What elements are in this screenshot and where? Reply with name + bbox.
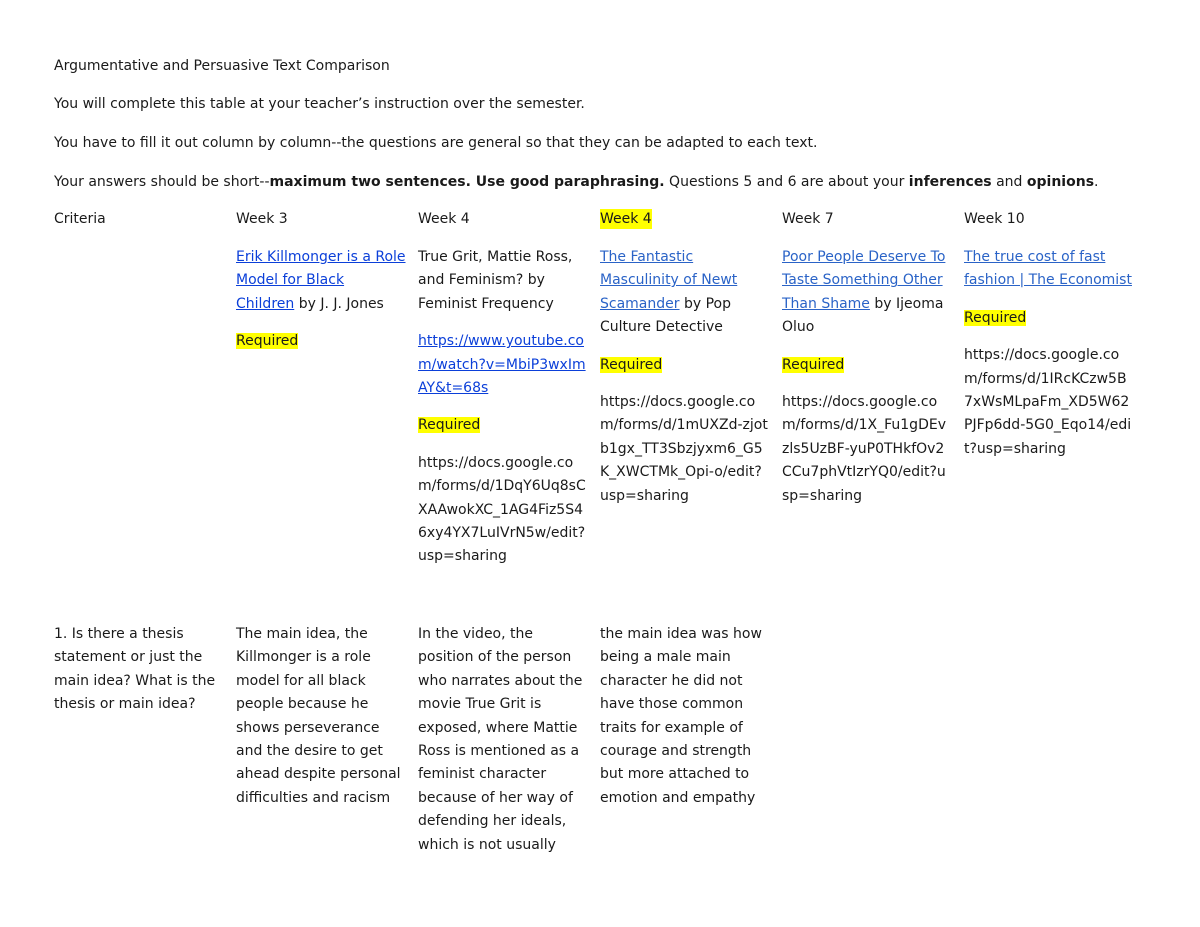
week-7-required-badge: Required bbox=[782, 356, 845, 373]
week-7-author: by Ijeoma Oluo bbox=[782, 295, 944, 336]
week-3-article-link[interactable]: Erik Killmonger is a Role Model for Black Children bbox=[236, 249, 406, 312]
document-body bbox=[54, 56, 1154, 211]
week-3-text-cell bbox=[236, 246, 406, 368]
week-4-required-badge: Required bbox=[418, 417, 481, 434]
header-week-3 bbox=[236, 209, 404, 229]
week-7-article-link[interactable]: Poor People Deserve To Taste Something Other Than Shame bbox=[782, 249, 946, 312]
instruction-3-part-g: . bbox=[1094, 174, 1099, 190]
instruction-1: You will complete this table at your teacher’s instruction over the semester. bbox=[54, 96, 585, 112]
question-1-week-4-answer: In the video, the position of the person who narrates about the movie True Grit is exposed, where Mattie Ross is mentioned as a feminist character because of her way of defending her ideals, which is not usually bbox=[418, 626, 583, 853]
header-week-10-label: Week 10 bbox=[964, 211, 1025, 227]
question-1-week-3-answer: The main idea, the Killmonger is a role model for all black people because he shows perseverance and the desire to get ahead despite personal difficulties and racism bbox=[236, 626, 401, 806]
week-3-author: by J. J. Jones bbox=[294, 295, 384, 312]
week-10-text-cell bbox=[964, 246, 1134, 475]
week-4-form-url: https://docs.google.com/forms/d/1DqY6Uq8sCXAAwokXC_1AG4Fiz5S46xy4YX7LuIVrN5w/edit?usp=sharing bbox=[418, 454, 586, 565]
week-4b-author: by Pop Culture Detective bbox=[600, 295, 731, 336]
week-10-required-badge: Required bbox=[964, 309, 1027, 326]
header-criteria-label: Criteria bbox=[54, 211, 106, 227]
week-10-form-url: https://docs.google.com/forms/d/1IRcKCzw5B7xWsMLpaFm_XD5W62PJFp6dd-5G0_Eqo14/edit?usp=sharing bbox=[964, 347, 1132, 457]
instruction-3-part-e: and bbox=[991, 174, 1027, 190]
header-criteria bbox=[54, 209, 222, 229]
instruction-3-bold-opinions: opinions bbox=[1026, 174, 1095, 190]
header-week-4-highlighted bbox=[600, 209, 768, 229]
header-week-7-label: Week 7 bbox=[782, 211, 834, 227]
header-week-3-label: Week 3 bbox=[236, 211, 288, 227]
header-week-4-label: Week 4 bbox=[418, 211, 470, 227]
instruction-3-part-c: Questions 5 and 6 are about your bbox=[664, 174, 909, 190]
question-1-week-4b-answer: the main idea was how being a male main character he did not have those common traits for example of courage and strength but more attached to emotion and empathy bbox=[600, 626, 762, 806]
week-4b-text-cell bbox=[600, 246, 770, 522]
week-3-required-badge: Required bbox=[236, 333, 299, 350]
instruction-3-bold-inferences: inferences bbox=[908, 174, 992, 190]
header-week-4 bbox=[418, 209, 586, 229]
header-week-7 bbox=[782, 209, 950, 229]
question-1-criteria: 1. Is there a thesis statement or just the main idea? What is the thesis or main idea? bbox=[54, 626, 216, 713]
week-4b-video-link[interactable]: The Fantastic Masculinity of Newt Scamander bbox=[600, 249, 738, 312]
week-4-text-cell bbox=[418, 246, 588, 583]
instruction-3-bold-a: maximum two sentences. Use good paraphrasing. bbox=[269, 174, 665, 190]
document-title: Argumentative and Persuasive Text Comparison bbox=[54, 58, 390, 74]
week-4-title: True Grit, Mattie Ross, and Feminism? by Feminist Frequency bbox=[418, 249, 573, 312]
week-7-form-url: https://docs.google.com/forms/d/1X_Fu1gDEvzls5UzBF-yuP0THkfOv2CCu7phVtIzrYQ0/edit?usp=sharing bbox=[782, 394, 946, 504]
header-week-4b-label: Week 4 bbox=[600, 211, 652, 227]
week-7-text-cell bbox=[782, 246, 952, 522]
header-week-10 bbox=[964, 209, 1132, 229]
week-4b-form-url: https://docs.google.com/forms/d/1mUXZd-zjotb1gx_TT3Sbzjyxm6_G5K_XWCTMk_Opi-o/edit?usp=sharing bbox=[600, 394, 768, 504]
week-4b-required-badge: Required bbox=[600, 356, 663, 373]
instruction-3 bbox=[54, 172, 1154, 192]
instruction-2: You have to fill it out column by column--the questions are general so that they can be adapted to each text. bbox=[54, 135, 818, 151]
week-4-video-link[interactable]: https://www.youtube.com/watch?v=MbiP3wxImAY&t=68s bbox=[418, 333, 586, 397]
week-10-video-link[interactable]: The true cost of fast fashion | The Economist bbox=[964, 249, 1132, 289]
instruction-3-part-a: Your answers should be short-- bbox=[54, 174, 270, 190]
